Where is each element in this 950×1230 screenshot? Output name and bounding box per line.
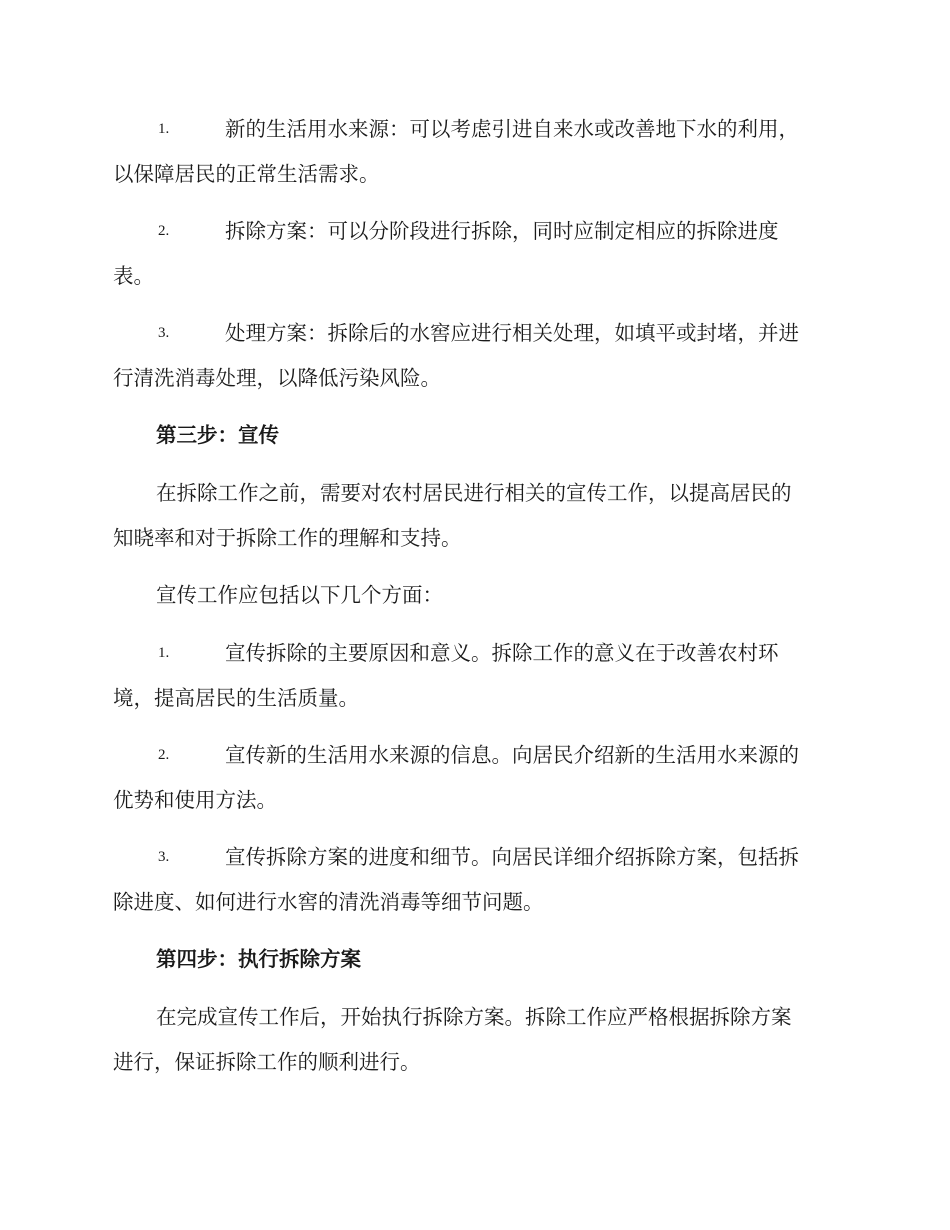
list-item-text: 处理方案：拆除后的水窖应进行相关处理，如填平或封堵，并进 [225,321,799,345]
list-item-number: 1. [158,121,170,137]
list-item-number: 3. [158,849,170,865]
paragraph-text: 宣传工作应包括以下几个方面： [156,583,443,607]
list-item-text: 境，提高居民的生活质量。 [113,686,359,710]
paragraph-text: 在完成宣传工作后，开始执行拆除方案。拆除工作应严格根据拆除方案 [156,1005,792,1029]
paragraph-text: 进行，保证拆除工作的顺利进行。 [113,1050,421,1074]
list-item-text: 行清洗消毒处理，以降低污染风险。 [113,366,441,390]
list-item-text: 新的生活用水来源：可以考虑引进自来水或改善地下水的利用， [225,117,799,141]
list-item-text: 拆除方案：可以分阶段进行拆除，同时应制定相应的拆除进度 [225,219,779,243]
list-item-text: 宣传新的生活用水来源的信息。向居民介绍新的生活用水来源的 [225,743,799,767]
list-item-text: 表。 [113,264,154,288]
list-item-number: 2. [158,747,170,763]
list-item-text: 以保障居民的正常生活需求。 [113,162,380,186]
list-item-text: 优势和使用方法。 [113,788,277,812]
list-item-number: 3. [158,325,170,341]
list-item-text: 宣传拆除的主要原因和意义。拆除工作的意义在于改善农村环 [225,641,779,665]
list-item-number: 2. [158,223,170,239]
section-heading: 第四步：执行拆除方案 [156,947,361,971]
section-heading: 第三步：宣传 [156,423,279,447]
paragraph-text: 知晓率和对于拆除工作的理解和支持。 [113,526,462,550]
list-item-text: 宣传拆除方案的进度和细节。向居民详细介绍拆除方案，包括拆 [225,845,799,869]
paragraph-text: 在拆除工作之前，需要对农村居民进行相关的宣传工作，以提高居民的 [156,481,792,505]
list-item-number: 1. [158,645,170,661]
list-item-text: 除进度、如何进行水窖的清洗消毒等细节问题。 [113,890,544,914]
